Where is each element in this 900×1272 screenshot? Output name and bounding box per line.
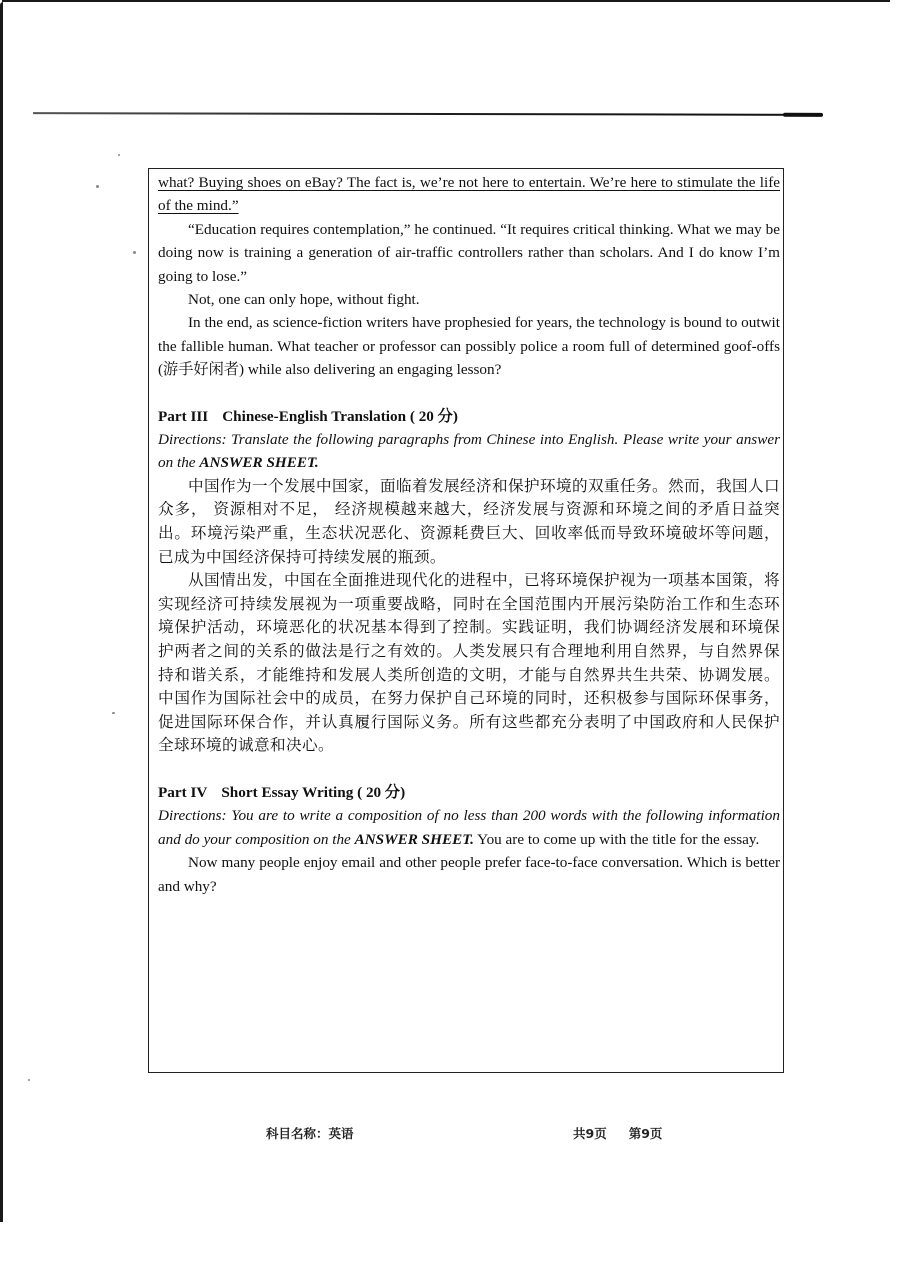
part3-directions-text: Directions: Translate the following paragraphs from Chinese into English. Please write your answer on the [158,431,780,472]
part3-chinese-paragraph: 中国作为一个发展中国家，面临着发展经济和保护环境的双重任务。然而，我国人口众多， 资源相对不足， 经济规模越来越大，经济发展与资源和环境之间的矛盾日益突出。环境污染严重，生态状况恶化、资源耗费巨大、回收率低而导致环境破坏等问题，已成为中国经济保持可持续发展的瓶颈。 [158,476,780,566]
footer-subject: 科目名称：英语 [266,1126,354,1141]
header-rule [33,112,823,116]
part3-number: Part III [158,407,209,425]
part3-chinese-paragraph: 从国情出发，中国在全面推进现代化的进程中，已将环境保护视为一项基本国策，将实现经济可持续发展视为一项重要战略，同时在全国范围内开展污染防治工作和生态环境保护活动，环境恶化的状况基本得到了控制。实践证明，我们协调经济发展和环境保护两者之间的关系的做法是行之有效的。人类发展只有合理地利用自然界，与自然界保持和谐关系，才能维持和发展人类所创造的文明，才能与自然界共生共荣、协调发展。中国作为国际社会中的成员，在努力保护自己环境的同时，还积极参与国际环保事务，促进国际环保合作，并认真履行国际义务。所有这些都充分表明了中国政府和人民保护全球环境的诚意和决心。 [158,571,780,755]
passage-paragraph: Not, one can only hope, without fight. [188,291,420,309]
part4-title: Short Essay Writing ( 20 分) [221,784,406,801]
part4-directions-text: Directions: You are to write a composition of no less than 200 words with the following information and do your composition on the [158,807,780,848]
scan-speck [96,185,99,188]
scan-edge-top [2,0,890,2]
part3-answer-sheet: ANSWER SHEET. [199,454,319,472]
scan-speck [28,1079,30,1081]
part4-answer-sheet: ANSWER SHEET. [354,830,474,848]
footer-page-info [573,1124,662,1142]
scan-speck [133,251,136,254]
footer-total-pages: 共9页 [573,1126,607,1141]
part3-title: Chinese-English Translation ( 20 分) [222,407,458,425]
exam-content [158,171,780,898]
footer-current-page: 第9页 [628,1126,663,1141]
passage-paragraph: “Education requires contemplation,” he continued. “It requires critical thinking. What we may be doing now is training a generation of air-traffic controllers rather than scholars. And I do know I’m going to lose.” [158,220,780,285]
passage-underlined-text: what? Buying shoes on eBay? The fact is, we’re not here to entertain. We’re here to stimulate the life of the mind.” [158,174,780,215]
part4-heading [158,781,780,804]
scan-speck [112,712,115,714]
part4-number: Part IV [158,784,208,801]
part4-essay-prompt: Now many people enjoy email and other people prefer face-to-face conversation. Which is better and why? [158,854,780,895]
scan-speck [118,154,120,156]
part4-directions [158,804,780,851]
scan-edge-left [0,2,3,1222]
part4-directions-suffix: You are to come up with the title for the essay. [473,830,760,848]
passage-paragraph: In the end, as science-fiction writers have prophesied for years, the technology is bound to outwit the fallible human. What teacher or professor can possibly police a room full of determined goof-offs (游手好闲者) while also delivering an engaging lesson? [158,314,780,379]
part3-heading [158,405,780,428]
part3-directions [158,428,780,475]
